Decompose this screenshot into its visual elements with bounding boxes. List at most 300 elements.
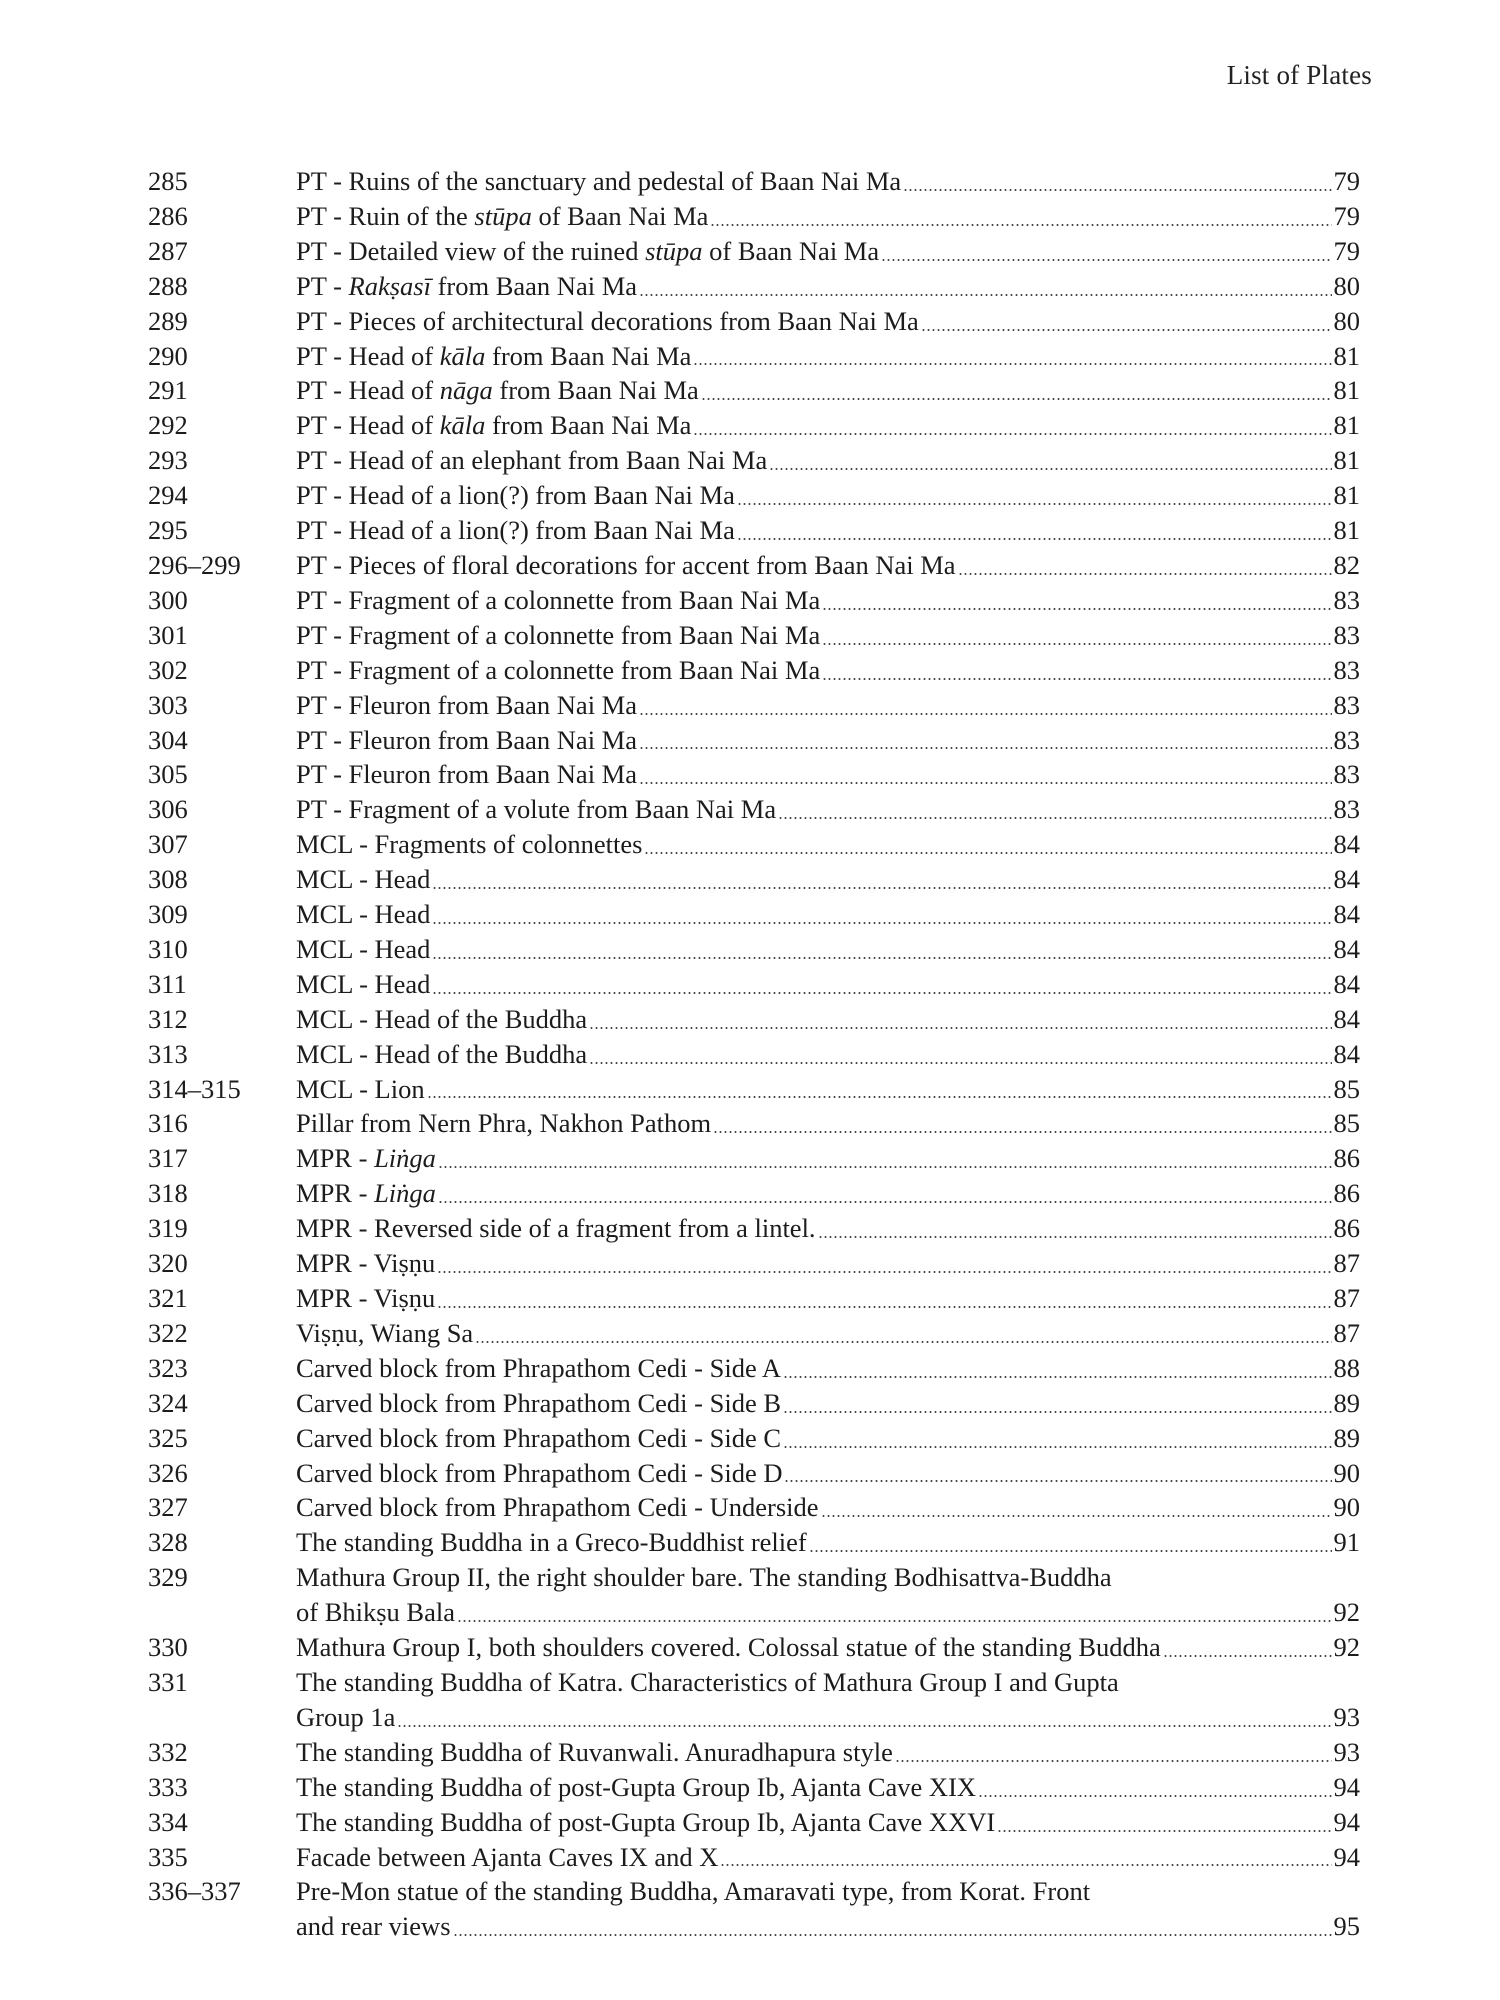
caption-text: and rear views — [296, 1911, 451, 1942]
caption-text: MCL - Head — [296, 933, 431, 964]
page-number: 91 — [1333, 1527, 1360, 1558]
plate-entry — [148, 653, 1360, 688]
leader-dots — [438, 1201, 1332, 1203]
caption-text: MCL - Lion — [296, 1073, 425, 1104]
plate-caption — [296, 373, 1360, 408]
caption-line — [296, 792, 1360, 827]
page-number: 83 — [1333, 584, 1360, 615]
caption-line — [296, 1874, 1360, 1909]
caption-line — [296, 164, 1360, 199]
page-number: 84 — [1333, 829, 1360, 860]
plate-caption — [296, 1141, 1360, 1176]
caption-line — [296, 1700, 1360, 1735]
plate-entry — [148, 339, 1360, 374]
plate-caption — [296, 792, 1360, 827]
plate-entry — [148, 1002, 1360, 1037]
caption-text: of Bhikṣu Bala — [296, 1597, 455, 1628]
plate-entry — [148, 234, 1360, 269]
caption-text: PT - Head of a lion(?) from Baan Nai Ma — [296, 515, 735, 546]
plate-number: 290 — [148, 340, 188, 371]
page-number: 88 — [1333, 1352, 1360, 1383]
caption-text: PT - Fleuron from Baan Nai Ma — [296, 759, 638, 790]
plate-entry — [148, 862, 1360, 897]
plate-caption — [296, 1316, 1360, 1351]
caption-line — [296, 1281, 1360, 1316]
plate-caption — [296, 932, 1360, 967]
page-number: 83 — [1333, 759, 1360, 790]
caption-line — [296, 478, 1360, 513]
plate-number: 293 — [148, 445, 188, 476]
caption-text: PT - Pieces of floral decorations for accent from Baan Nai Ma — [296, 549, 956, 580]
leader-dots — [769, 468, 1331, 470]
leader-dots — [432, 957, 1331, 959]
plate-entry — [148, 304, 1360, 339]
caption-line — [296, 723, 1360, 758]
page-number: 87 — [1333, 1317, 1360, 1348]
caption-text: Carved block from Phrapathom Cedi - Underside — [296, 1492, 819, 1523]
page-number: 81 — [1333, 410, 1360, 441]
leader-dots — [921, 329, 1332, 331]
plate-number: 304 — [148, 724, 188, 755]
leader-dots — [778, 817, 1331, 819]
plate-number: 302 — [148, 654, 188, 685]
plate-number: 303 — [148, 689, 188, 720]
plate-entry — [148, 1037, 1360, 1072]
page-number: 86 — [1333, 1143, 1360, 1174]
plate-entry — [148, 583, 1360, 618]
leader-dots — [589, 1062, 1331, 1064]
plate-number: 287 — [148, 235, 188, 266]
page-number: 81 — [1333, 375, 1360, 406]
leader-dots — [693, 363, 1331, 365]
leader-dots — [783, 1411, 1331, 1413]
plate-caption — [296, 723, 1360, 758]
caption-line — [296, 373, 1360, 408]
plate-entry — [148, 1456, 1360, 1491]
running-header: List of Plates — [1226, 60, 1372, 90]
page-number: 84 — [1333, 968, 1360, 999]
plate-caption — [296, 1490, 1360, 1525]
caption-line — [296, 1630, 1360, 1665]
leader-dots — [903, 189, 1331, 191]
leader-dots — [710, 224, 1331, 226]
caption-line — [296, 862, 1360, 897]
caption-text: Mathura Group I, both shoulders covered. Colossal statue of the standing Buddha — [296, 1632, 1161, 1663]
caption-line — [296, 618, 1360, 653]
plate-caption — [296, 967, 1360, 1002]
plate-entry — [148, 1525, 1360, 1560]
leader-dots — [783, 1446, 1331, 1448]
plate-caption — [296, 757, 1360, 792]
page-number: 87 — [1333, 1283, 1360, 1313]
plate-caption — [296, 583, 1360, 618]
caption-line — [296, 897, 1360, 932]
caption-text: The standing Buddha of post-Gupta Group Ib, Ajanta Cave XXVI — [296, 1806, 996, 1837]
caption-text: MPR - Reversed side of a fragment from a lintel. — [296, 1213, 816, 1244]
caption-text: PT - Pieces of architectural decorations from Baan Nai Ma — [296, 305, 919, 336]
plate-entry — [148, 548, 1360, 583]
leader-dots — [822, 678, 1331, 680]
caption-line — [296, 1351, 1360, 1386]
caption-line — [296, 1002, 1360, 1037]
leader-dots — [589, 1027, 1331, 1029]
plate-number: 334 — [148, 1806, 188, 1837]
plate-entry — [148, 1770, 1360, 1805]
page-number: 80 — [1333, 270, 1360, 301]
caption-line — [296, 408, 1360, 443]
caption-text: MCL - Head of the Buddha — [296, 1003, 588, 1034]
plate-number: 292 — [148, 410, 188, 441]
leader-dots — [720, 1864, 1331, 1866]
caption-text: MCL - Head — [296, 864, 431, 895]
caption-text: Group 1a — [296, 1701, 396, 1732]
caption-text: PT - Fleuron from Baan Nai Ma — [296, 724, 638, 755]
leader-dots — [432, 992, 1331, 994]
plate-number: 322 — [148, 1317, 188, 1348]
plate-number: 306 — [148, 794, 188, 825]
page-number: 81 — [1333, 480, 1360, 511]
leader-dots — [822, 643, 1331, 645]
plate-entry — [148, 1805, 1360, 1840]
plate-caption — [296, 1630, 1360, 1665]
plate-caption — [296, 1665, 1360, 1735]
plate-number: 310 — [148, 933, 188, 964]
caption-text: PT - Fleuron from Baan Nai Ma — [296, 689, 638, 720]
plate-caption — [296, 1037, 1360, 1072]
plate-entry — [148, 618, 1360, 653]
caption-text: PT - Ruins of the sanctuary and pedestal of Baan Nai Ma — [296, 166, 902, 196]
leader-dots — [453, 1934, 1332, 1936]
plate-entry — [148, 1421, 1360, 1456]
caption-text: Facade between Ajanta Caves IX and X — [296, 1841, 719, 1872]
plate-number: 313 — [148, 1038, 188, 1069]
plate-number: 286 — [148, 200, 188, 231]
page-number: 85 — [1333, 1108, 1360, 1139]
caption-line — [296, 1909, 1360, 1944]
plate-caption — [296, 339, 1360, 374]
caption-text: MPR - Viṣṇu — [296, 1248, 436, 1279]
plate-entry — [148, 373, 1360, 408]
plate-caption — [296, 1735, 1360, 1770]
plate-entry — [148, 723, 1360, 758]
caption-line — [296, 1316, 1360, 1351]
page-number: 94 — [1333, 1771, 1360, 1802]
plate-entry — [148, 164, 1360, 199]
plate-entry — [148, 827, 1360, 862]
caption-text: The standing Buddha of post-Gupta Group Ib, Ajanta Cave XIX — [296, 1771, 977, 1802]
page-number: 79 — [1333, 235, 1360, 266]
plate-caption — [296, 1525, 1360, 1560]
caption-text: Pillar from Nern Phra, Nakhon Pathom — [296, 1108, 712, 1139]
plate-number: 333 — [148, 1771, 188, 1802]
page-number: 85 — [1333, 1073, 1360, 1104]
caption-text: MPR - Liṅga — [296, 1178, 436, 1209]
caption-line — [296, 1840, 1360, 1875]
plate-entry — [148, 1072, 1360, 1107]
page-number: 84 — [1333, 933, 1360, 964]
leader-dots — [693, 433, 1331, 435]
page-number: 84 — [1333, 1003, 1360, 1034]
leader-dots — [809, 1550, 1332, 1552]
plate-number: 320 — [148, 1248, 188, 1279]
page-number: 86 — [1333, 1178, 1360, 1209]
leader-dots — [457, 1620, 1332, 1622]
plate-number: 296–299 — [148, 549, 241, 580]
plate-caption — [296, 1874, 1360, 1944]
caption-text: The standing Buddha of Katra. Characteristics of Mathura Group I and Gupta — [296, 1666, 1119, 1697]
caption-line — [296, 234, 1360, 269]
plate-number: 288 — [148, 270, 188, 301]
page-number: 89 — [1333, 1387, 1360, 1418]
plate-caption — [296, 1421, 1360, 1456]
caption-text: MCL - Head — [296, 968, 431, 999]
plate-caption — [296, 688, 1360, 723]
plate-entry — [148, 1351, 1360, 1386]
plate-number: 309 — [148, 899, 188, 930]
plate-caption — [296, 897, 1360, 932]
caption-line — [296, 1665, 1360, 1700]
leader-dots — [639, 713, 1331, 715]
leader-dots — [639, 294, 1331, 296]
leader-dots — [432, 887, 1331, 889]
leader-dots — [997, 1830, 1331, 1832]
plate-number: 308 — [148, 864, 188, 895]
plate-number: 326 — [148, 1457, 188, 1488]
leader-dots — [644, 852, 1331, 854]
plate-caption — [296, 1246, 1360, 1281]
page-number: 89 — [1333, 1422, 1360, 1453]
plate-caption — [296, 1770, 1360, 1805]
plate-caption — [296, 862, 1360, 897]
caption-text: PT - Fragment of a colonnette from Baan Nai Ma — [296, 654, 821, 685]
plate-number: 312 — [148, 1003, 188, 1034]
plate-number: 319 — [148, 1213, 188, 1244]
plate-caption — [296, 513, 1360, 548]
caption-text: MCL - Head of the Buddha — [296, 1038, 588, 1069]
caption-text: Carved block from Phrapathom Cedi - Side C — [296, 1422, 782, 1453]
caption-line — [296, 1770, 1360, 1805]
plate-caption — [296, 827, 1360, 862]
plate-entry — [148, 792, 1360, 827]
leader-dots — [784, 1480, 1331, 1482]
leader-dots — [821, 1515, 1332, 1517]
leader-dots — [475, 1341, 1331, 1343]
page-number: 80 — [1333, 305, 1360, 336]
caption-line — [296, 932, 1360, 967]
caption-line — [296, 967, 1360, 1002]
page-number: 83 — [1333, 724, 1360, 755]
page-number: 84 — [1333, 1038, 1360, 1069]
page-number: 79 — [1333, 166, 1360, 196]
leader-dots — [438, 1166, 1332, 1168]
leader-dots — [639, 747, 1331, 749]
leader-dots — [639, 782, 1331, 784]
plate-number: 329 — [148, 1562, 188, 1593]
caption-line — [296, 1176, 1360, 1211]
leader-dots — [737, 503, 1332, 505]
leader-dots — [958, 573, 1332, 575]
plate-entry — [148, 1490, 1360, 1525]
plate-entry — [148, 408, 1360, 443]
plate-entry — [148, 1246, 1360, 1281]
caption-line — [296, 1141, 1360, 1176]
caption-text: Carved block from Phrapathom Cedi - Side B — [296, 1387, 782, 1418]
caption-line — [296, 1037, 1360, 1072]
caption-line — [296, 1106, 1360, 1141]
caption-line — [296, 548, 1360, 583]
plate-number: 327 — [148, 1492, 188, 1523]
page-number: 84 — [1333, 864, 1360, 895]
leader-dots — [427, 1096, 1332, 1098]
leader-dots — [437, 1306, 1331, 1308]
plate-caption — [296, 1351, 1360, 1386]
page-number: 83 — [1333, 619, 1360, 650]
caption-line — [296, 827, 1360, 862]
page-number: 86 — [1333, 1213, 1360, 1244]
caption-text: PT - Ruin of the stūpa of Baan Nai Ma — [296, 200, 709, 231]
caption-text: PT - Detailed view of the ruined stūpa of Baan Nai Ma — [296, 235, 880, 266]
plate-caption — [296, 269, 1360, 304]
plate-caption — [296, 234, 1360, 269]
plate-caption — [296, 548, 1360, 583]
plate-caption — [296, 1386, 1360, 1421]
caption-text: PT - Fragment of a colonnette from Baan Nai Ma — [296, 584, 821, 615]
page-number: 79 — [1333, 200, 1360, 231]
page-number: 81 — [1333, 445, 1360, 476]
caption-text: Carved block from Phrapathom Cedi - Side A — [296, 1352, 782, 1383]
caption-text: PT - Head of an elephant from Baan Nai Ma — [296, 445, 768, 476]
caption-text: PT - Head of kāla from Baan Nai Ma — [296, 410, 692, 441]
plate-number: 330 — [148, 1632, 188, 1663]
caption-line — [296, 688, 1360, 723]
caption-text: PT - Head of kāla from Baan Nai Ma — [296, 340, 692, 371]
caption-text: MPR - Liṅga — [296, 1143, 436, 1174]
caption-line — [296, 1560, 1360, 1595]
leader-dots — [701, 398, 1332, 400]
plate-number: 324 — [148, 1387, 188, 1418]
plate-number: 295 — [148, 515, 188, 546]
caption-line — [296, 443, 1360, 478]
plate-number: 289 — [148, 305, 188, 336]
plate-number: 307 — [148, 829, 188, 860]
caption-line — [296, 339, 1360, 374]
leader-dots — [713, 1131, 1331, 1133]
plate-caption — [296, 1211, 1360, 1246]
plate-number: 325 — [148, 1422, 188, 1453]
leader-dots — [978, 1795, 1331, 1797]
plate-entry — [148, 1840, 1360, 1875]
plate-entry — [148, 513, 1360, 548]
caption-text: Pre-Mon statue of the standing Buddha, Amaravati type, from Korat. Front — [296, 1876, 1091, 1907]
plate-number: 332 — [148, 1736, 188, 1767]
page-number: 95 — [1333, 1911, 1360, 1942]
plate-caption — [296, 408, 1360, 443]
caption-line — [296, 1525, 1360, 1560]
caption-text: The standing Buddha in a Greco-Buddhist relief — [296, 1527, 807, 1558]
plate-number: 323 — [148, 1352, 188, 1383]
caption-line — [296, 757, 1360, 792]
caption-text: MCL - Fragments of colonnettes — [296, 829, 643, 860]
plate-entry — [148, 1665, 1360, 1735]
plate-caption — [296, 1840, 1360, 1875]
plate-entry — [148, 1211, 1360, 1246]
leader-dots — [822, 608, 1331, 610]
plate-caption — [296, 1106, 1360, 1141]
caption-line — [296, 269, 1360, 304]
caption-line — [296, 1490, 1360, 1525]
plate-number: 311 — [148, 968, 187, 999]
page-number: 93 — [1333, 1736, 1360, 1767]
plate-number: 336–337 — [148, 1876, 241, 1907]
plate-caption — [296, 1805, 1360, 1840]
page-number: 92 — [1333, 1597, 1360, 1628]
caption-text: MCL - Head — [296, 899, 431, 930]
caption-line — [296, 1456, 1360, 1491]
plate-entry — [148, 1735, 1360, 1770]
page-number: 93 — [1333, 1701, 1360, 1732]
plate-caption — [296, 1560, 1360, 1630]
plate-caption — [296, 478, 1360, 513]
caption-line — [296, 583, 1360, 618]
plates-list — [148, 164, 1360, 1944]
plate-entry — [148, 478, 1360, 513]
caption-text: PT - Rakṣasī from Baan Nai Ma — [296, 270, 638, 301]
caption-line — [296, 1735, 1360, 1770]
plate-number: 317 — [148, 1143, 188, 1174]
page-number: 90 — [1333, 1457, 1360, 1488]
page-number: 81 — [1333, 340, 1360, 371]
plate-entry — [148, 688, 1360, 723]
page-number: 94 — [1333, 1806, 1360, 1837]
plate-caption — [296, 1281, 1360, 1316]
caption-text: Mathura Group II, the right shoulder bare. The standing Bodhisattva-Buddha — [296, 1562, 1112, 1593]
caption-line — [296, 199, 1360, 234]
plate-entry — [148, 1874, 1360, 1944]
page-number: 84 — [1333, 899, 1360, 930]
caption-text: MPR - Viṣṇu — [296, 1283, 436, 1313]
caption-line — [296, 513, 1360, 548]
plate-entry — [148, 199, 1360, 234]
caption-line — [296, 304, 1360, 339]
plate-number: 328 — [148, 1527, 188, 1558]
plate-entry — [148, 1141, 1360, 1176]
caption-text: PT - Fragment of a colonnette from Baan Nai Ma — [296, 619, 821, 650]
plate-entry — [148, 1560, 1360, 1630]
plate-entry — [148, 269, 1360, 304]
plate-entry — [148, 967, 1360, 1002]
page-number: 81 — [1333, 515, 1360, 546]
caption-line — [296, 1421, 1360, 1456]
plate-number: 305 — [148, 759, 188, 790]
leader-dots — [397, 1725, 1331, 1727]
caption-text: Viṣṇu, Wiang Sa — [296, 1317, 474, 1348]
plate-number: 291 — [148, 375, 188, 406]
caption-line — [296, 1211, 1360, 1246]
plate-caption — [296, 304, 1360, 339]
caption-line — [296, 1072, 1360, 1107]
page-number: 87 — [1333, 1248, 1360, 1279]
plate-entry — [148, 1316, 1360, 1351]
plate-caption — [296, 1456, 1360, 1491]
plate-number: 314–315 — [148, 1073, 241, 1104]
plate-number: 335 — [148, 1841, 188, 1872]
caption-line — [296, 1386, 1360, 1421]
caption-text: The standing Buddha of Ruvanwali. Anuradhapura style — [296, 1736, 893, 1767]
plate-caption — [296, 618, 1360, 653]
leader-dots — [818, 1236, 1332, 1238]
page-number: 83 — [1333, 654, 1360, 685]
plate-entry — [148, 1630, 1360, 1665]
